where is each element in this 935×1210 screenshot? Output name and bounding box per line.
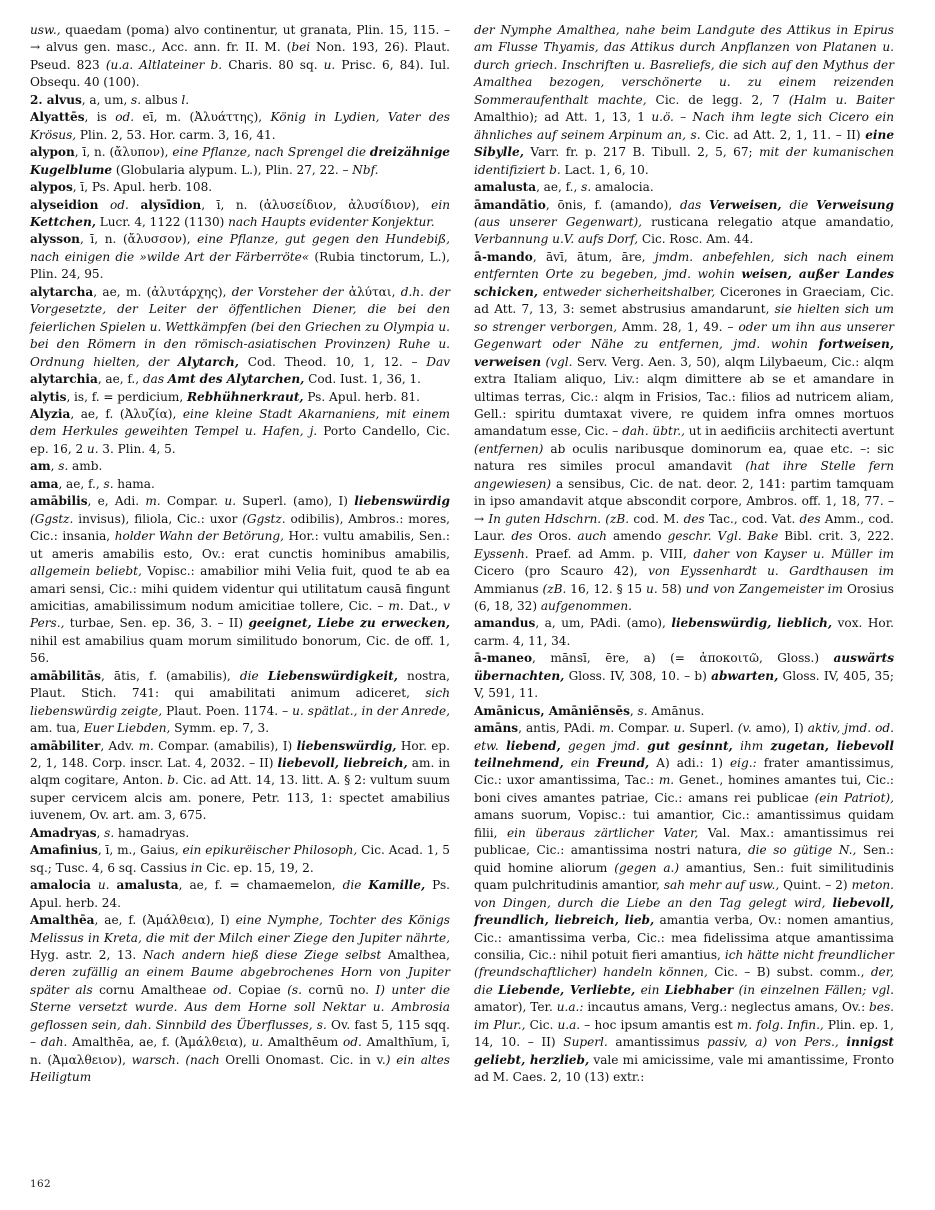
two-column-text-body bbox=[30, 22, 905, 1162]
dictionary-entry: Amalthēa, ae, f. (Ἀμάλθεια), I) eine Nymphe, Tochter des Königs Melissus in Kreta, die mit der Milch einer Ziege den Jupiter nährte, Hyg. astr. 2, 13. Nach andern hieß diese Ziege selbst Amalthea, deren zufällig an einem Baume abgebrochenes Horn von Jupiter später als cornu Amaltheae od. Copiae (s. cornū no. I) unter die Sterne versetzt wurde. Aus dem Horne soll Nektar u. Ambrosia geflossen sein, dah. Sinnbild des Überflusses, s. Ov. fast 5, 115 sqq. – dah. Amalthēa, ae, f. (Ἀμάλθεια), u. Amalthēum od. Amalthīum, ī, n. (Ἀμαλθειον), warsch. (nach Orelli Onomast. Cic. in v.) ein altes Heiligtum bbox=[30, 913, 451, 1085]
dictionary-entry: alytarcha, ae, m. (ἀλυτάρχης), der Vorsteher der ἀλύται, d.h. der Vorgesetzte, der Leiter der öffentlichen Diener, die bei den feierlichen Spielen u. Wettkämpfen (bei den Griechen zu Olympia u. bei den Römern in den römisch-asiatischen Provinzen) Ruhe u. Ordnung hielten, der Alytarch, Cod. Theod. 10, 1, 12. – Dav alytarchia, ae, f., das Amt des Alytarchen, Cod. Iust. 1, 36, 1. bbox=[30, 284, 451, 387]
dictionary-entry: amāns, antis, PAdi. m. Compar. u. Superl. (v. amo), I) aktiv, jmd. od. etw. liebend, gegen jmd. gut gesinnt, ihm zugetan, liebevoll teilnehmend, ein Freund, A) adi.: 1) eig.: frater amantissimus, Cic.: uxor amantissima, Tac.: m. Genet., homines amantes tui, Cic.: boni cives amantes patriae, Cic.: amans rei publicae (ein Patriot), amans suorum, Vopisc.: tui amantior, Cic.: amantissimus quidam filii, ein überaus zärtlicher Vater, Val. Max.: amantissimus rei publicae, Cic.: amantissima nostri natura, die so gütige N., Sen.: quid homine aliorum (gegen a.) amantius, Sen.: fuit similitudinis quam pulchritudinis amantior, sah mehr auf usw., Quint. – 2) meton. von Dingen, durch die Liebe an den Tag gelegt wird, liebevoll, freundlich, liebreich, lieb, amantia verba, Ov.: nomen amantius, Cic.: amantissima verba, Cic.: mea fidelissima atque amantissima consilia, Cic.: nihil potuit fieri amantius, ich hätte nicht freundlicher (freundschaftlicher) handeln können, Cic. – B) subst. comm., der, die Liebende, Verliebte, ein Liebhaber (in einzelnen Fällen; vgl. amator), Ter. u.a.: incautus amans, Verg.: neglectus amans, Ov.: bes. im Plur., Cic. u.a. – hoc ipsum amantis est m. folg. Infin., Plin. ep. 1, 14, 10. – II) Superl. amantissimus passiv, a) von Pers., innigst geliebt, herzlieb, vale mi amicissime, vale mi amantissime, Fronto ad M. Caes. 2, 10 (13) extr.: bbox=[474, 721, 895, 1085]
dictionary-entry: usw., quaedam (poma) alvo continentur, ut granata, Plin. 15, 115. – → alvus gen. masc., Acc. ann. fr. II. M. (bei Non. 193, 26). Plaut. Pseud. 823 (u.a. Altlateiner b. Charis. 80 sq. u. Prisc. 6, 84). Iul. Obsequ. 40 (100). bbox=[30, 23, 450, 90]
dictionary-entry: Alyzia, ae, f. (Ἀλυζία), eine kleine Stadt Akarnaniens, mit einem dem Herkules geweihten Tempel u. Hafen, j. Porto Candello, Cic. ep. 16, 2 u. 3. Plin. 4, 5. bbox=[30, 406, 450, 456]
dictionary-entry: ama, ae, f., s. hama. bbox=[30, 476, 155, 491]
dictionary-entry: amalusta, ae, f., s. amalocia. bbox=[474, 180, 654, 195]
right-column bbox=[474, 22, 894, 1162]
dictionary-entry: am, s. amb. bbox=[30, 459, 103, 474]
page-number: 162 bbox=[30, 1178, 51, 1190]
dictionary-entry: Alyattēs, is od. eī, m. (Ἀλυάττης), König in Lydien, Vater des Krösus, Plin. 2, 53. Hor. carm. 3, 16, 41. bbox=[30, 110, 450, 142]
dictionary-entry: ā-mando, āvī, ātum, āre, jmdm. anbefehlen, sich nach einem entfernten Orte zu begeben, jmd. wohin weisen, außer Landes schicken, entweder sicherheitshalber, Cicerones in Graeciam, Cic. ad Att. 7, 13, 3: semet abstrusius amandarunt, sie hielten sich um so strenger verborgen, Amm. 28, 1, 49. – oder um ihn aus unserer Gegenwart oder Nähe zu entfernen, jmd. wohin fortweisen, verweisen (vgl. Serv. Verg. Aen. 3, 50), alqm Lilybaeum, Cic.: alqm extra Italiam aliquo, Liv.: alqm dimittere ab se et amandare in ultimas terras, Cic.: alqm in Frisios, Tac.: filios ad nutricem aliam, Gell.: spiritu dumtaxat vivere, re quidem infra omnes mortuos amandatum esse, Cic. – dah. übtr., ut in aedificiis architecti avertunt (entfernen) ab oculis naribusque dominorum ea, quae etc. –: sic natura res similes procul amandavit (hat ihre Stelle fern angewiesen) a sensibus, Cic. de nat. deor. 2, 141: partim tamquam in ipso amandavit atque abscondit corpore, Ambros. off. 1, 18, 77. – → In guten Hdschrn. (zB. cod. M. des Tac., cod. Vat. des Amm., cod. Laur. des Oros. auch amendo geschr. Vgl. Bake Bibl. crit. 3, 222. Eyssenh. Praef. ad Amm. p. VIII, daher von Kayser u. Müller im Cicero (pro Scauro 42), von Eyssenhardt u. Gardthausen im Ammianus (zB. 16, 12. § 15 u. 58) und von Zangemeister im Orosius (6, 18, 32) aufgenommen. bbox=[474, 249, 895, 613]
dictionary-entry: Amadryas, s. hamadryas. bbox=[30, 825, 190, 840]
dictionary-entry: āmandātio, ōnis, f. (amando), das Verweisen, die Verweisung (aus unserer Gegenwart), rusticana relegatio atque amandatio, Verbannung u.V. aufs Dorf, Cic. Rosc. Am. 44. bbox=[474, 197, 894, 247]
dictionary-entry: amābilis, e, Adi. m. Compar. u. Superl. (amo), I) liebenswürdig (Ggstz. invisus), filiola, Cic.: uxor (Ggstz. odibilis), Ambros.: mores, Cic.: insania, holder Wahn der Betörung, Hor.: vultu amabilis, Sen.: ut ameris amabilis esto, Ov.: erat cunctis hominibus amabilis, allgemein beliebt, Vopisc.: amabilior mihi Velia fuit, quod te ab ea amari sensi, Cic.: mihi quidem videntur qui utilitatum causā fingunt amicitias, amabilissimum nodum amicitiae tollere, Cic. – m. Dat., v Pers., turbae, Sen. ep. 36, 3. – II) geeignet, Liebe zu erwecken, nihil est amabilius quam morum similitudo bonorum, Cic. de off. 1, 56. bbox=[30, 494, 451, 666]
dictionary-entry: amābilitās, ātis, f. (amabilis), die Liebenswürdigkeit, nostra, Plaut. Stich. 741: qui amabilitati animum adiceret, sich liebenswürdig zeigte, Plaut. Poen. 1174. – u. spätlat., in der Anrede, am. tua, Euer Liebden, Symm. ep. 7, 3. bbox=[30, 668, 451, 736]
dictionary-entry: der Nymphe Amalthea, nahe beim Landgute des Attikus in Epirus am Flusse Thyamis, das Attikus durch Anpflanzen von Platanen u. durch griech. Inschriften u. Basreliefs, die sich auf den Mythus der Amalthea bezogen, verschönerte u. zu einem reizenden Sommeraufenthalt machte, Cic. de legg. 2, 7 (Halm u. Baiter Amalthio); ad Att. 1, 13, 1 u.ö. – Nach ihm legte sich Cicero ein ähnliches auf seinem Arpinum an, s. Cic. ad Att. 2, 1, 11. – II) eine Sibylle, Varr. fr. p. 217 B. Tibull. 2, 5, 67; mit der kumanischen identifiziert b. Lact. 1, 6, 10. bbox=[474, 23, 895, 177]
dictionary-entry: 2. alvus, a, um, s. albus l. bbox=[30, 92, 190, 107]
dictionary-entry: amābiliter, Adv. m. Compar. (amabilis), I) liebenswürdig, Hor. ep. 2, 1, 148. Corp. inscr. Lat. 4, 2032. – II) liebevoll, liebreich, am. in alqm cogitare, Anton. b. Cic. ad Att. 14, 13. litt. A. § 2: vultum suum super cervicem alcis am. ponere, Petr. 113, 1: spectet amabilius iuvenem, Ov. art. am. 3, 675. bbox=[30, 738, 450, 823]
dictionary-entry: ā-maneo, mānsī, ēre, a) (= ἀποκοιτῶ, Gloss.) auswärts übernachten, Gloss. IV, 308, 10. – b) abwarten, Gloss. IV, 405, 35; V, 591, 11. bbox=[474, 651, 894, 701]
dictionary-entry: Amafinius, ī, m., Gaius, ein epikurëischer Philosoph, Cic. Acad. 1, 5 sq.; Tusc. 4, 6 sq. Cassius in Cic. ep. 15, 19, 2. bbox=[30, 843, 450, 875]
dictionary-entry: alytis, is, f. = perdicium, Rebhühnerkraut, Ps. Apul. herb. 81. bbox=[30, 389, 420, 404]
dictionary-entry: alypon, ī, n. (ἄλυπον), eine Pflanze, nach Sprengel die dreizähnige Kugelblume (Globularia alypum. L.), Plin. 27, 22. – Nbf. bbox=[30, 145, 450, 177]
dictionary-entry: amalocia u. amalusta, ae, f. = chamaemelon, die Kamille, Ps. Apul. herb. 24. bbox=[30, 878, 451, 910]
dictionary-entry: alysson, ī, n. (ἄλυσσον), eine Pflanze, gut gegen den Hundebiß, nach einigen die »wilde Art der Färberröte« (Rubia tinctorum, L.), Plin. 24, 95. bbox=[30, 232, 450, 282]
dictionary-entry: amandus, a, um, PAdi. (amo), liebenswürdig, lieblich, vox. Hor. carm. 4, 11, 34. bbox=[474, 616, 894, 648]
dictionary-entry: Amānicus, Amāniēnsēs, s. Amānus. bbox=[474, 703, 705, 718]
dictionary-entry: alypos, ī, Ps. Apul. herb. 108. bbox=[30, 180, 213, 195]
dictionary-entry: alyseidion od. alysīdion, ī, n. (ἀλυσείδιον, ἀλυσίδιον), ein Kettchen, Lucr. 4, 1122 (1130) nach Haupts evidenter Konjektur. bbox=[30, 197, 450, 229]
left-column bbox=[30, 22, 450, 1162]
